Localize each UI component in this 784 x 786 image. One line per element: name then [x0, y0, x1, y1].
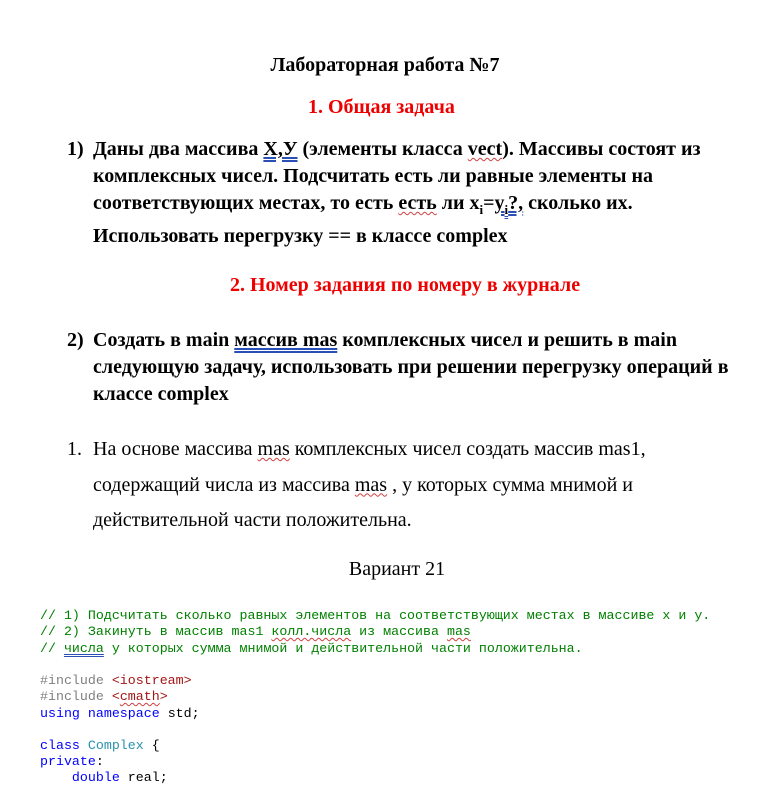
task-1-subscript: i	[479, 202, 484, 217]
code-include-file: <	[111, 689, 120, 704]
code-type: Complex	[87, 738, 144, 753]
task-1-class-vect: vect	[467, 138, 503, 160]
task-2-segment: комплексных чисел и решить в main следующую задачу, использовать при решении перегрузку операций в классе complex	[93, 329, 729, 405]
code-punct: :	[95, 754, 104, 769]
task-3-mas: mas	[354, 473, 388, 496]
task-1-subscript: i	[504, 202, 509, 217]
code-line	[40, 641, 583, 657]
code-keyword: double	[71, 770, 120, 785]
section-heading-general-task: 1. Общая задача	[308, 96, 455, 118]
task-1-segment: Даны два массива	[93, 138, 264, 160]
task-3-mas: mas	[257, 438, 290, 460]
code-line	[40, 624, 471, 640]
code-line	[40, 754, 104, 770]
code-keyword: namespace	[87, 706, 160, 721]
task-3-text	[93, 432, 737, 539]
task-1-segment: ). Массивы состоят из комплексных чисел. Подсчитать есть ли равные элементы на соответствующих местах, то есть	[93, 138, 701, 214]
task-3	[67, 432, 737, 539]
code-comment: //	[40, 641, 64, 656]
code-identifier: std;	[159, 706, 200, 721]
code-include-file: >	[159, 689, 168, 704]
task-1-text	[93, 136, 737, 250]
task-1-segment: =	[483, 192, 495, 214]
task-1-number: 1)	[67, 138, 84, 160]
code-comment: из массива	[351, 624, 447, 639]
task-2-segment: Создать в main	[93, 329, 235, 351]
code-identifier: real;	[119, 770, 168, 785]
task-1-arrays-xy: Х,У	[263, 138, 298, 160]
code-punct: {	[143, 738, 160, 753]
task-1-segment: ли x	[436, 192, 480, 214]
task-2-text	[93, 327, 737, 408]
task-2-array-mas: массив mas	[234, 329, 338, 351]
code-comment: // 1) Подсчитать сколько равных элементов на соответствующих местах в массиве x и y.	[40, 608, 711, 623]
code-comment: // 2) Закинуть в массив mas1	[40, 624, 272, 639]
task-2	[67, 327, 737, 408]
code-keyword: using	[40, 706, 80, 721]
task-1-segment: сколько их. Использовать перегрузку == в классе complex	[93, 192, 633, 247]
task-2-number: 2)	[67, 329, 84, 351]
code-line	[40, 770, 168, 786]
code-keyword: private	[40, 754, 96, 769]
code-line	[40, 706, 200, 722]
task-1-segment: (элементы класса	[297, 138, 468, 160]
task-3-segment: комплексных чисел создать массив mas1, содержащий числа из массива	[93, 438, 646, 496]
code-include-file: <iostream>	[111, 673, 192, 688]
code-keyword: class	[40, 738, 80, 753]
task-1	[67, 136, 737, 250]
task-3-segment: На основе массива	[93, 438, 258, 460]
task-1-question: ?,	[508, 192, 524, 214]
variant-label: Вариант 21	[348, 558, 446, 580]
code-line	[40, 689, 168, 705]
code-comment: mas	[446, 624, 471, 639]
task-3-segment: , у которых сумма мнимой и действительной части положительна.	[93, 473, 633, 531]
code-line	[40, 673, 192, 689]
code-line	[40, 738, 160, 754]
code-comment: колл.числа	[271, 624, 352, 639]
page-title: Лабораторная работа №7	[270, 54, 500, 76]
section-heading-task-number: 2. Номер задания по номеру в журнале	[230, 274, 581, 296]
code-comment: у которых сумма мнимой и действительной части положительна.	[103, 641, 583, 656]
code-comment: числа	[63, 641, 104, 656]
code-directive: #include	[40, 673, 104, 688]
task-1-y: y	[494, 192, 505, 214]
code-line	[40, 608, 710, 624]
task-3-number: 1.	[67, 438, 82, 460]
code-directive: #include	[40, 689, 104, 704]
task-1-word-est: есть	[398, 192, 437, 214]
code-include-file: cmath	[119, 689, 160, 704]
